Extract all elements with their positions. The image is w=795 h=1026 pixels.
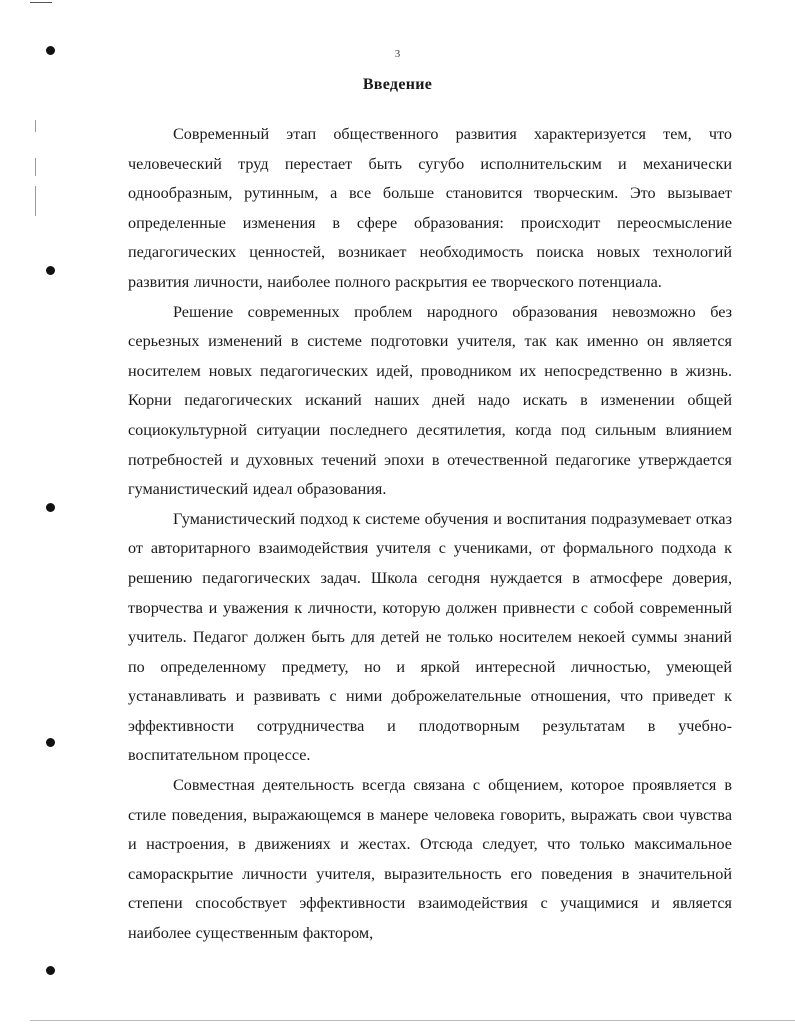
page-title: Введение: [362, 76, 433, 93]
paragraph: Гуманистический подход к системе обучения и воспитания подразумевает отказ от авторитарного взаимодействия учителя с учениками, от формального подхода к решению педагогических задач. Школа сегодня нуждается в атмосфере доверия, творчества и уважения к личности, которую должен привнести с собой современный учитель. Педагог должен быть для детей не только носителем некоей суммы знаний по определенному предмету, но и яркой интересной личностью, умеющей устанавливать и развивать с ними доброжелательные отношения, что приведет к эффективности сотрудничества и плодотворным результатам в учебно-воспитательном процессе.: [128, 509, 732, 765]
paragraph: Совместная деятельность всегда связана с общением, которое проявляется в стиле поведения, выражающемся в манере человека говорить, выражать свои чувства и настроения, в движениях и жестах. Отсюда следует, что только максимальное самораскрытие личности учителя, выразительность его поведения в значительной степени способствует эффективности взаимодействия с учащимися и является наиболее существенным фактором,: [128, 776, 732, 943]
binder-hole-icon: [46, 738, 55, 747]
binder-hole-icon: [46, 966, 55, 975]
scan-margin-tick: [35, 158, 36, 176]
body-text: [128, 120, 732, 949]
page-number: 3: [394, 48, 401, 60]
scan-artifact-line: [30, 1020, 795, 1021]
paragraph: Современный этап общественного развития характеризуется тем, что человеческий труд перестает быть сугубо исполнительским и механически однообразным, рутинным, а все больше становится творческим. Это вызывает определенные изменения в сфере образования: происходит переосмысление педагогических ценностей, возникает необходимость поиска новых технологий развития личности, наиболее полного раскрытия ее творческого потенциала.: [128, 125, 732, 291]
scan-margin-tick: [35, 120, 36, 132]
binder-hole-icon: [46, 503, 55, 512]
scan-margin-tick: [35, 186, 36, 216]
binder-hole-icon: [46, 266, 55, 275]
paragraph: Решение современных проблем народного образования невозможно без серьезных изменений в системе подготовки учителя, так как именно он является носителем новых педагогических идей, проводником их непосредственно в жизнь. Корни педагогических исканий наших дней надо искать в изменении общей социокультурной ситуации последнего десятилетия, когда под сильным влиянием потребностей и духовных течений эпохи в отечественной педагогике утверждается гуманистический идеал образования.: [128, 302, 732, 499]
scan-artifact-line: [30, 2, 52, 3]
